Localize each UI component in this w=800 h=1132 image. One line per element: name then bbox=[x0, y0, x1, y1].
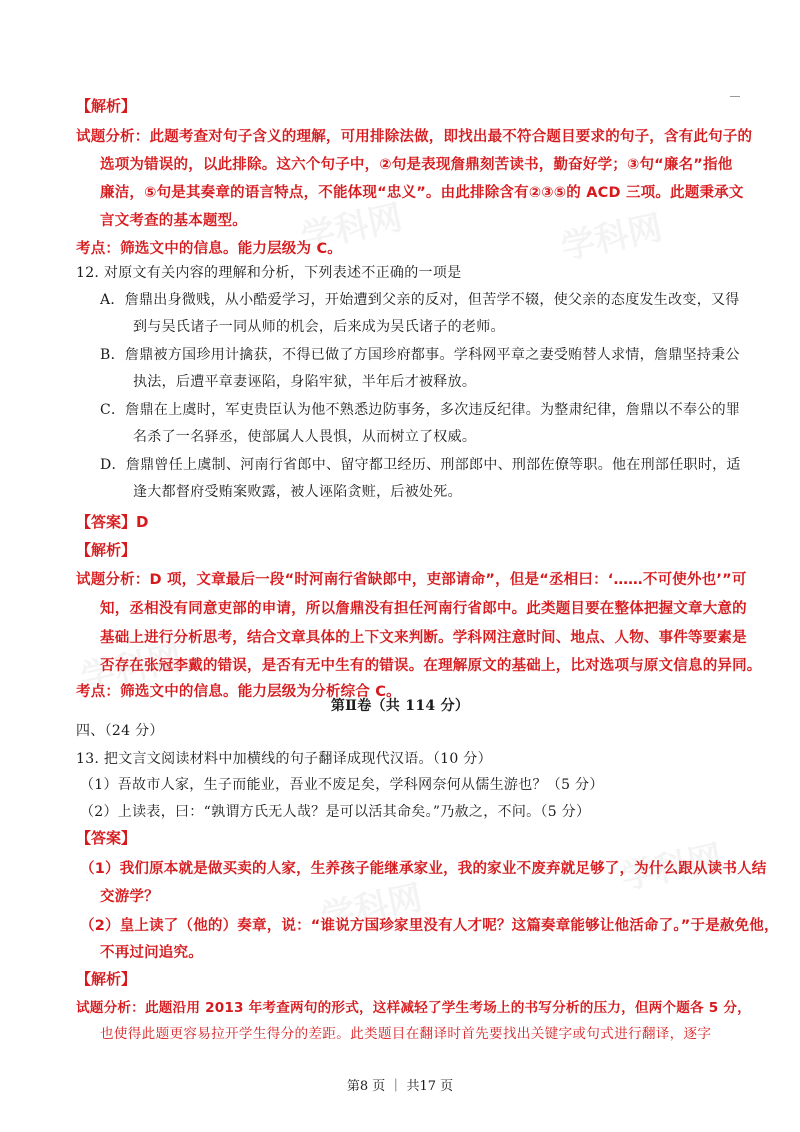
answer-tag: 【答案】 bbox=[76, 829, 137, 847]
answer-13-1-cont: 交游学？ bbox=[100, 889, 159, 905]
analysis-line: 也使得此题更容易拉开学生得分的差距。此类题目在翻译时首先要找出关键字或句式进行翻译，逐字 bbox=[100, 1026, 712, 1042]
analysis-line: 选项为错误的，以此排除。这六个句子中，②句是表现詹鼎刻苦读书，勤奋好学；③句“廉名”指他 bbox=[100, 157, 733, 173]
analysis-point: 考点：筛选文中的信息。能力层级为分析综合 C。 bbox=[76, 684, 401, 700]
analysis-line: 试题分析：此题考查对句子含义的理解，可用排除法做，即找出最不符合题目要求的句子，含有此句子的 bbox=[76, 129, 753, 145]
analysis-line: 试题分析：此题沿用 2013 年考查两句的形式，这样减轻了学生考场上的书写分析的压力，但两个题各 5 分， bbox=[76, 1000, 751, 1016]
question-13-stem: 13. 把文言文阅读材料中加横线的句子翻译成现代汉语。（10 分） bbox=[76, 751, 492, 767]
option-c: C．詹鼎在上虞时，军吏贵臣认为他不熟悉边防事务，多次违反纪律。为整肃纪律，詹鼎以不奉公的罪 bbox=[100, 402, 741, 418]
question-13-sub2: （2）上读表，曰：“孰谓方氏无人哉？是可以活其命矣。”乃赦之，不问。（5 分） bbox=[80, 804, 591, 820]
header-rule bbox=[730, 96, 740, 97]
analysis-line: 试题分析：D 项，文章最后一段“时河南行省缺郎中，吏部请命”，但是“丞相曰：‘……不可使外也’”可 bbox=[76, 572, 747, 588]
analysis-tag: 【解析】 bbox=[76, 970, 137, 988]
watermark: 学科网 bbox=[297, 197, 406, 259]
answer-12: 【答案】D bbox=[76, 513, 149, 531]
watermark: 学科网 bbox=[77, 637, 186, 699]
analysis-line: 言文考查的基本题型。 bbox=[100, 213, 247, 229]
analysis-line: 基础上进行分析思考，结合文章具体的上下文来判断。学科网注意时间、地点、人物、事件等要素是 bbox=[100, 630, 747, 646]
analysis-point: 考点：筛选文中的信息。能力层级为 C。 bbox=[76, 241, 342, 257]
option-c-cont: 名杀了一名驿丞，使部属人人畏惧，从而树立了权威。 bbox=[133, 429, 477, 445]
analysis-line: 否存在张冠李戴的错误，是否有无中生有的错误。在理解原文的基础上，比对选项与原文信息的异同。 bbox=[100, 658, 762, 674]
option-d: D．詹鼎曾任上虞制、河南行省郎中、留守都卫经历、刑部郎中、刑部佐僚等职。他在刑部任职时，适 bbox=[100, 457, 741, 473]
question-13-sub1: （1）吾故市人家，生子而能业，吾业不废足矣，学科网奈何从儒生游也？（5 分） bbox=[80, 777, 604, 793]
answer-13-2-cont: 不再过问追究。 bbox=[100, 945, 203, 961]
question-12-stem: 12. 对原文有关内容的理解和分析，下列表述不正确的一项是 bbox=[76, 265, 462, 281]
option-d-cont: 逢大都督府受贿案败露，被人诬陷贪赃，后被处死。 bbox=[133, 484, 462, 500]
watermark: 学科网 bbox=[317, 877, 426, 939]
part-heading: 四、（24 分） bbox=[76, 723, 164, 739]
analysis-tag: 【解析】 bbox=[76, 541, 137, 559]
analysis-line: 廉洁，⑤句是其奏章的语言特点，不能体现“忠义”。由此排除含有②③⑤的 ACD 三项。此题秉承文 bbox=[100, 185, 744, 201]
watermark: 学科网 bbox=[557, 207, 666, 269]
page-footer: 第8 页 ｜ 共17 页 bbox=[346, 1079, 454, 1094]
answer-13-1: （1）我们原本就是做买卖的人家，生养孩子能继承家业，我的家业不废弃就足够了，为什么跟从读书人结 bbox=[80, 861, 767, 877]
option-b: B．詹鼎被方国珍用计擒获，不得已做了方国珍府都事。学科网平章之妻受贿替人求情，詹鼎坚持秉公 bbox=[100, 347, 740, 363]
watermark: 学科网 bbox=[617, 837, 726, 899]
section-title: 第Ⅱ卷（共 114 分） bbox=[330, 698, 470, 714]
option-a: A．詹鼎出身微贱，从小酷爱学习，开始遭到父亲的反对，但苦学不辍，使父亲的态度发生改变，又得 bbox=[100, 292, 740, 308]
option-b-cont: 执法，后遭平章妻诬陷，身陷牢狱，半年后才被释放。 bbox=[133, 374, 477, 390]
analysis-line: 知，丞相没有同意吏部的申请，所以詹鼎没有担任河南行省郎中。此类题目要在整体把握文章大意的 bbox=[100, 601, 747, 617]
answer-13-2: （2）皇上读了（他的）奏章，说：“谁说方国珍家里没有人才呢？这篇奏章能够让他活命了。”于是赦免他， bbox=[80, 918, 779, 934]
option-a-cont: 到与吴氏诸子一同从师的机会，后来成为吴氏诸子的老师。 bbox=[133, 319, 505, 335]
analysis-tag: 【解析】 bbox=[76, 97, 137, 115]
